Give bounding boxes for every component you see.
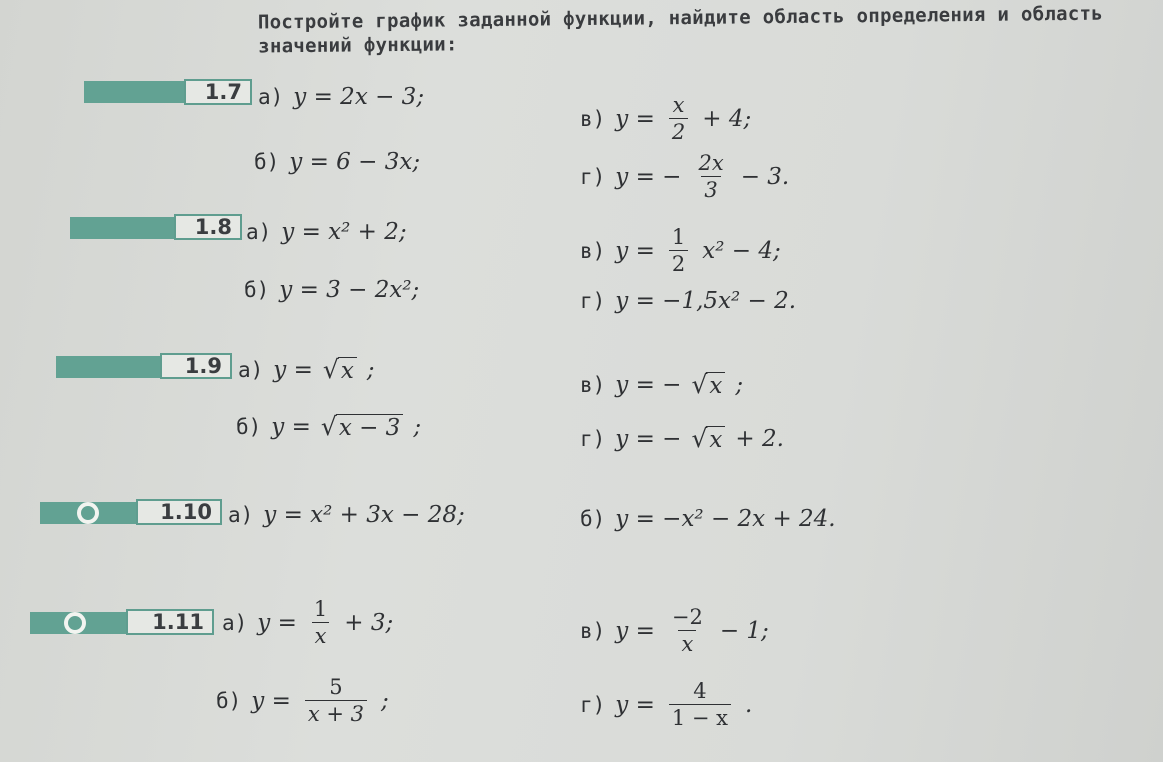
formula-suffix: − 1; xyxy=(719,617,769,644)
item-label: г) xyxy=(580,692,606,717)
formula: y = 2x − 3; xyxy=(293,84,425,110)
problem-1-9-g xyxy=(580,424,784,453)
difficulty-circle-icon xyxy=(77,502,99,524)
radicand: x − 3 xyxy=(336,414,404,441)
item-label: б) xyxy=(236,414,262,439)
problem-1-9-v xyxy=(580,370,743,399)
problem-1-11-a xyxy=(222,596,393,649)
formula-suffix: ; xyxy=(413,413,422,440)
denominator: 3 xyxy=(701,176,720,203)
formula-suffix: + 2. xyxy=(735,425,784,452)
denominator: 2 xyxy=(669,250,688,277)
problem-1-10-b xyxy=(580,506,836,532)
formula: y = −x² − 2x + 24. xyxy=(615,506,836,532)
problem-1-10-a xyxy=(228,502,465,528)
problem-number-1-9: 1.9 xyxy=(160,353,232,379)
item-label: а) xyxy=(228,503,254,527)
fraction xyxy=(669,678,731,731)
fraction xyxy=(311,596,330,649)
denominator: 2 xyxy=(669,118,688,145)
radical-sign: √ xyxy=(322,355,339,384)
item-label: в) xyxy=(580,372,606,397)
radicand: x xyxy=(706,426,725,453)
problem-1-7-g xyxy=(580,150,789,203)
item-label: г) xyxy=(580,164,606,189)
denominator: 1 − x xyxy=(669,704,731,731)
item-label: в) xyxy=(580,618,606,643)
numerator: x xyxy=(672,93,685,117)
problem-1-8-v xyxy=(580,224,781,277)
formula-suffix: x² − 4; xyxy=(702,237,781,264)
fraction xyxy=(669,604,706,657)
formula-prefix: y = − xyxy=(615,425,682,452)
difficulty-circle-icon xyxy=(64,612,86,634)
formula-suffix: − 3. xyxy=(740,163,790,190)
item-label: б) xyxy=(244,278,270,302)
problem-number-1-10: 1.10 xyxy=(136,499,222,525)
problem-1-7-a xyxy=(258,84,424,110)
formula-prefix: y = xyxy=(615,105,655,132)
formula-prefix: y = − xyxy=(615,163,682,190)
item-label: г) xyxy=(580,426,606,451)
problem-band-1-9 xyxy=(56,356,164,378)
item-label: а) xyxy=(222,610,248,635)
task-instruction: Постройте график заданной функции, найдите область определения и область значений функции: xyxy=(257,2,1104,58)
numerator: 4 xyxy=(693,679,707,703)
formula: y = x² + 3x − 28; xyxy=(263,502,465,528)
numerator: 5 xyxy=(329,675,343,699)
problem-1-11-b xyxy=(216,674,389,727)
numerator: 2x xyxy=(698,151,724,175)
denominator: x xyxy=(678,630,696,657)
formula-suffix: + 4; xyxy=(702,105,752,132)
problem-number-1-11: 1.11 xyxy=(126,609,214,635)
formula-prefix: y = xyxy=(615,691,655,718)
denominator: x xyxy=(312,622,330,649)
numerator: −2 xyxy=(671,605,703,629)
numerator: 1 xyxy=(671,225,686,249)
problem-band-1-7 xyxy=(84,81,188,103)
formula-prefix: y = xyxy=(271,413,311,440)
formula-prefix: y = xyxy=(251,687,291,714)
problem-1-11-g xyxy=(580,678,752,731)
formula-prefix: y = − xyxy=(615,371,682,398)
fraction xyxy=(669,92,688,145)
problem-1-8-b xyxy=(244,277,419,303)
radical-sign: √ xyxy=(320,412,337,441)
item-label: в) xyxy=(580,106,606,131)
formula-suffix: ; xyxy=(381,687,389,714)
item-label: б) xyxy=(254,150,280,174)
formula-prefix: y = xyxy=(273,356,313,383)
item-label: а) xyxy=(258,85,284,109)
radical-sign: √ xyxy=(691,424,708,453)
square-root xyxy=(321,412,403,441)
fraction xyxy=(305,674,367,727)
problem-1-7-b xyxy=(254,149,420,175)
square-root xyxy=(691,370,725,399)
formula: y = −1,5x² − 2. xyxy=(615,288,797,314)
formula-suffix: + 3; xyxy=(344,609,394,636)
formula: y = 3 − 2x²; xyxy=(279,277,420,303)
formula: y = x² + 2; xyxy=(281,219,407,245)
problem-1-8-a xyxy=(246,219,407,245)
item-label: б) xyxy=(216,688,242,713)
square-root xyxy=(691,424,725,453)
formula-prefix: y = xyxy=(615,617,655,644)
radicand: x xyxy=(338,357,357,384)
formula-prefix: y = xyxy=(257,609,297,636)
problem-band-1-8 xyxy=(70,217,178,239)
formula-suffix: ; xyxy=(366,356,375,383)
numerator: 1 xyxy=(313,597,328,621)
formula-prefix: y = xyxy=(615,237,655,264)
fraction xyxy=(669,224,688,277)
item-label: г) xyxy=(580,289,606,313)
formula-suffix: ; xyxy=(735,371,744,398)
formula-suffix: . xyxy=(745,691,753,718)
item-label: б) xyxy=(580,507,606,531)
problem-1-11-v xyxy=(580,604,769,657)
radicand: x xyxy=(706,372,725,399)
item-label: в) xyxy=(580,238,606,263)
formula: y = 6 − 3x; xyxy=(289,149,421,175)
radical-sign: √ xyxy=(691,370,708,399)
denominator: x + 3 xyxy=(305,700,367,727)
problem-number-1-7: 1.7 xyxy=(184,79,252,105)
problem-1-7-v xyxy=(580,92,751,145)
item-label: а) xyxy=(246,220,272,244)
square-root xyxy=(323,355,357,384)
problem-1-8-g xyxy=(580,288,796,314)
problem-1-9-a xyxy=(238,355,375,384)
problem-1-9-b xyxy=(236,412,421,441)
fraction xyxy=(695,150,726,203)
item-label: а) xyxy=(238,357,264,382)
problem-number-1-8: 1.8 xyxy=(174,214,242,240)
